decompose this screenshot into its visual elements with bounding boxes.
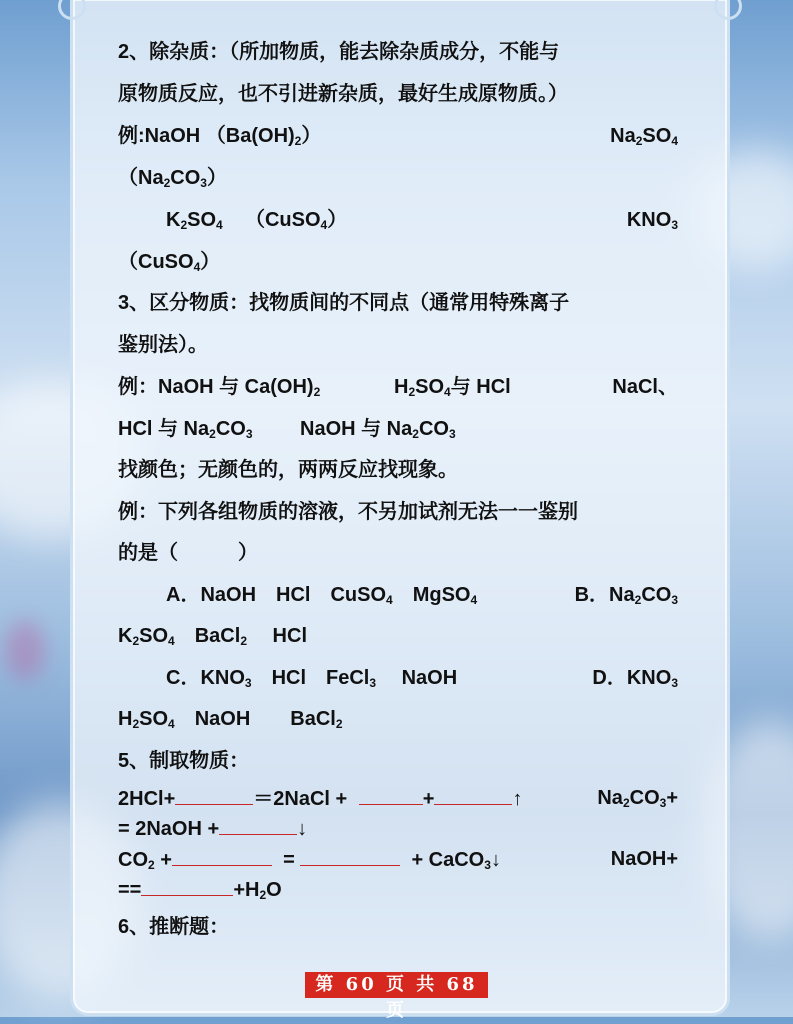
question-line-1: 例：下列各组物质的溶液，不另加试剂无法一一鉴别 [118, 501, 578, 523]
example-distinguish-line-2: HCl 与 $Na_2CO_3$ NaOH 与 $Na_2CO_3$ [118, 418, 456, 441]
section-5-heading: 5、制取物质： [118, 750, 250, 772]
section-2-heading-line-1: 2、除杂质：（所加物质，能去除杂质成分，不能与 [118, 41, 560, 63]
option-a-b-line: A．NaOH HCl CuSO$_4$ MgSO$_4$ B．$Na_2CO_3$ [166, 584, 678, 607]
section-3-heading-line-1: 3、区分物质：找物质间的不同点（通常用特殊离子 [118, 292, 570, 314]
na2co3-line: $(Na_2CO_3)$ [118, 167, 227, 190]
equation-line-1: 2HCl+ ＝2NaCl + + ↑ $Na_2CO_3+$ [118, 787, 678, 810]
equation-line-4: == $+H_2O$ [118, 879, 282, 902]
section-3-heading-line-2: 鉴别法）。 [118, 334, 208, 356]
cuso4-line: （CuSO$_4$） [118, 251, 221, 274]
option-b-continued-line: $K_2SO_4$ BaCl$_2$ HCl [118, 625, 307, 648]
question-line-2: 的是（ ） [118, 542, 258, 564]
section-2-heading-line-2: 原物质反应，也不引进新杂质，最好生成原物质。） [118, 83, 568, 105]
section-6-heading: 6、推断题： [118, 916, 230, 938]
example-distinguish-line-1: 例：NaOH 与 $Ca(OH)_2$ $H_2SO_4$与 HCl NaCl、 [118, 376, 678, 399]
equation-line-2: = 2NaOH + ↓ [118, 818, 308, 840]
na2so4-formula: $Na_2SO_4$ [610, 125, 678, 148]
kno3-formula: $KNO_3$ [626, 209, 678, 232]
example-k2so4-line: $K_2SO_4$ （CuSO$_4$） $KNO_3$ [166, 208, 678, 237]
color-tip-line: 找颜色；无颜色的，两两反应找现象。 [118, 459, 458, 481]
option-c-d-line: C．$KNO_3$ HCl FeCl$_3$ NaOH D．$KNO_3$ [166, 667, 678, 690]
option-d-continued-line: $H_2SO_4$ NaOH BaCl$_2$ [118, 708, 343, 731]
paint-splash-decoration [5, 620, 45, 680]
example-naoh-line: 例:NaOH $(Ba(OH)_2)$ $Na_2SO_4$ [118, 124, 678, 153]
page-number-footer: 第 60 页 共 68 页 [305, 972, 488, 998]
equation-line-3: $CO_2$ + = + CaCO$_3$↓ NaOH+ [118, 848, 678, 872]
